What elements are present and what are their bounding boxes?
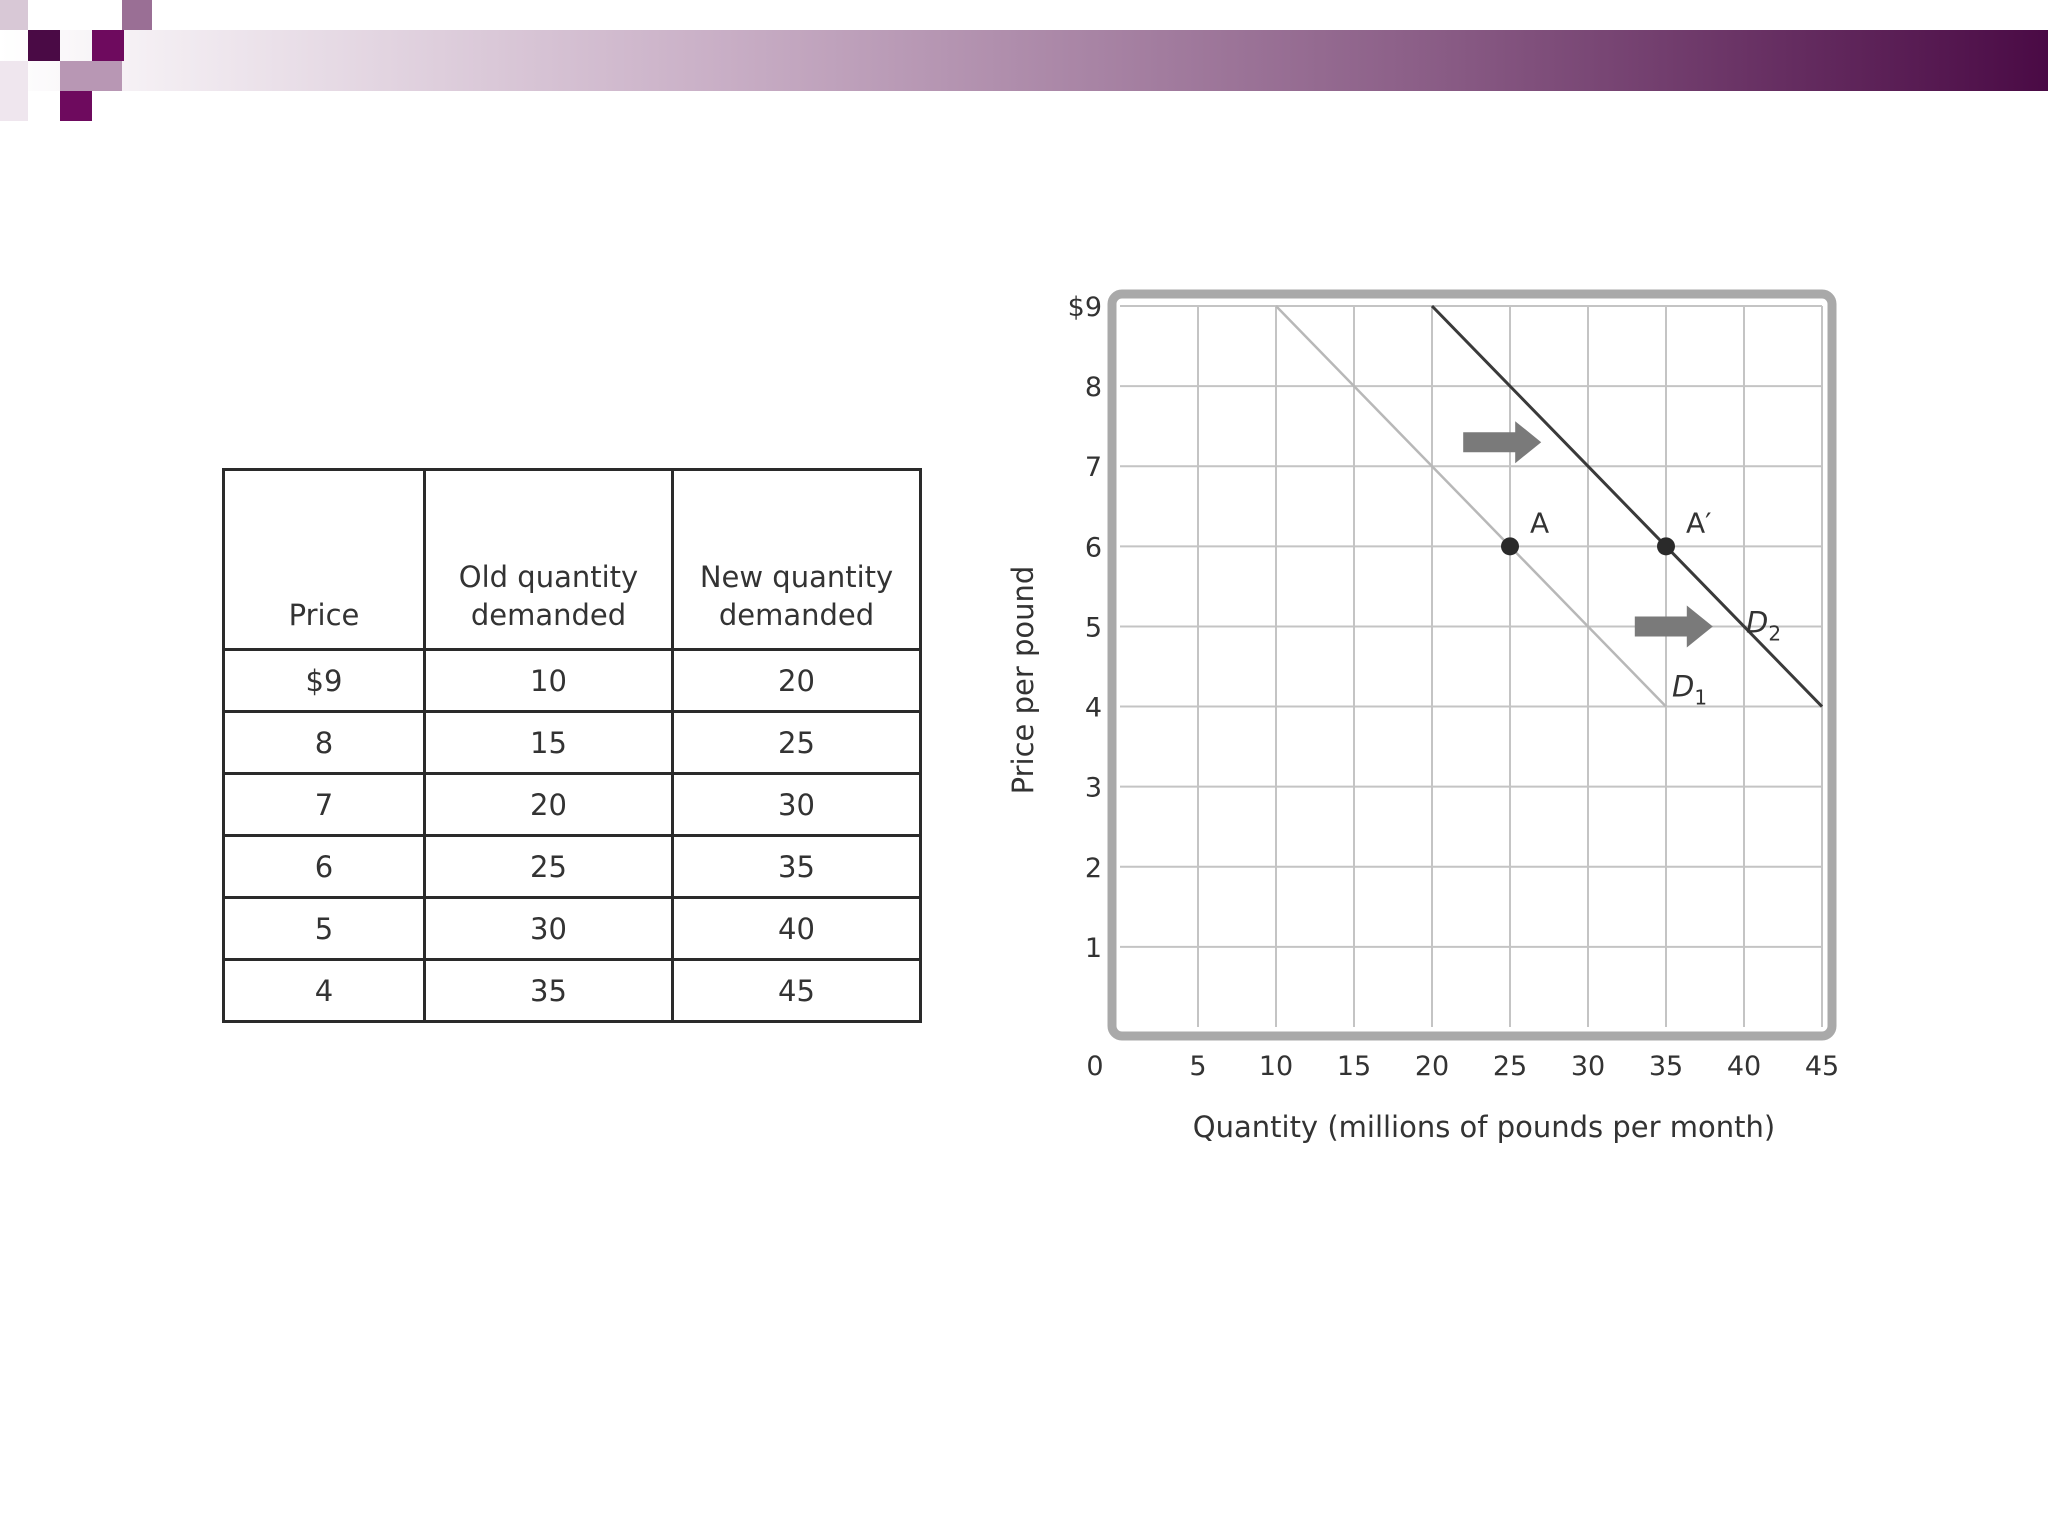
- table-cell-price: $9: [224, 650, 425, 712]
- table-cell-price: 7: [224, 774, 425, 836]
- x-tick-label: 45: [1804, 1051, 1840, 1082]
- x-axis-label: Quantity (millions of pounds per month): [1192, 1110, 1776, 1144]
- point-a-prime: [1657, 537, 1675, 555]
- table-cell-new: 20: [673, 650, 921, 712]
- x-tick-label: 40: [1726, 1051, 1762, 1082]
- table-cell-old: 25: [425, 836, 673, 898]
- demand-curve-d2: [1432, 306, 1822, 707]
- y-tick-label: 2: [1084, 852, 1102, 884]
- table-cell-price: 4: [224, 960, 425, 1022]
- new-quantity-column-header: New quantity demanded: [673, 470, 921, 650]
- price-column-header: Price: [224, 470, 425, 650]
- table-cell-old: 20: [425, 774, 673, 836]
- y-axis-label: Price per pound: [1006, 565, 1040, 795]
- x-tick-label: 0: [1086, 1051, 1104, 1082]
- table-cell-new: 40: [673, 898, 921, 960]
- x-tick-label: 35: [1648, 1051, 1684, 1082]
- table-cell-old: 15: [425, 712, 673, 774]
- x-tick-label: 10: [1258, 1051, 1294, 1082]
- table-cell-price: 6: [224, 836, 425, 898]
- y-tick-label: 8: [1084, 372, 1102, 404]
- plot-frame: [1112, 294, 1832, 1036]
- table-cell-new: 25: [673, 712, 921, 774]
- table-cell-old: 10: [425, 650, 673, 712]
- table-cell-new: 35: [673, 836, 921, 898]
- point-a: [1501, 537, 1519, 555]
- table-cell-old: 30: [425, 898, 673, 960]
- table-cell-price: 5: [224, 898, 425, 960]
- table-cell-old: 35: [425, 960, 673, 1022]
- shift-arrow-upper: [1463, 421, 1541, 463]
- y-tick-label: 4: [1084, 692, 1102, 724]
- x-tick-label: 15: [1336, 1051, 1372, 1082]
- x-tick-label: 5: [1189, 1051, 1207, 1082]
- old-quantity-column-header: Old quantity demanded: [425, 470, 673, 650]
- x-tick-label: 30: [1570, 1051, 1606, 1082]
- point-label-a: A: [1530, 506, 1550, 540]
- table-cell-price: 8: [224, 712, 425, 774]
- shift-arrow-lower: [1635, 605, 1713, 647]
- table-cell-new: 45: [673, 960, 921, 1022]
- y-tick-label: $9: [1067, 292, 1102, 323]
- table-cell-new: 30: [673, 774, 921, 836]
- equilibrium-points: [1501, 506, 1712, 555]
- y-tick-label: 6: [1084, 532, 1102, 564]
- y-tick-label: 5: [1084, 612, 1102, 644]
- y-tick-label: 3: [1084, 772, 1102, 804]
- demand-curve-d1: [1276, 306, 1666, 707]
- point-label-a-prime: A′: [1686, 506, 1712, 540]
- x-tick-label: 20: [1414, 1051, 1450, 1082]
- axis-ticks: [1068, 292, 1840, 1082]
- x-tick-label: 25: [1492, 1051, 1528, 1082]
- curve-label-d1: $D_1$: [1672, 669, 1708, 710]
- plot-grid: [1120, 306, 1822, 1027]
- y-tick-label: 1: [1084, 932, 1102, 964]
- y-tick-label: 7: [1084, 452, 1102, 484]
- curve-label-d2: $D_2$: [1746, 605, 1782, 646]
